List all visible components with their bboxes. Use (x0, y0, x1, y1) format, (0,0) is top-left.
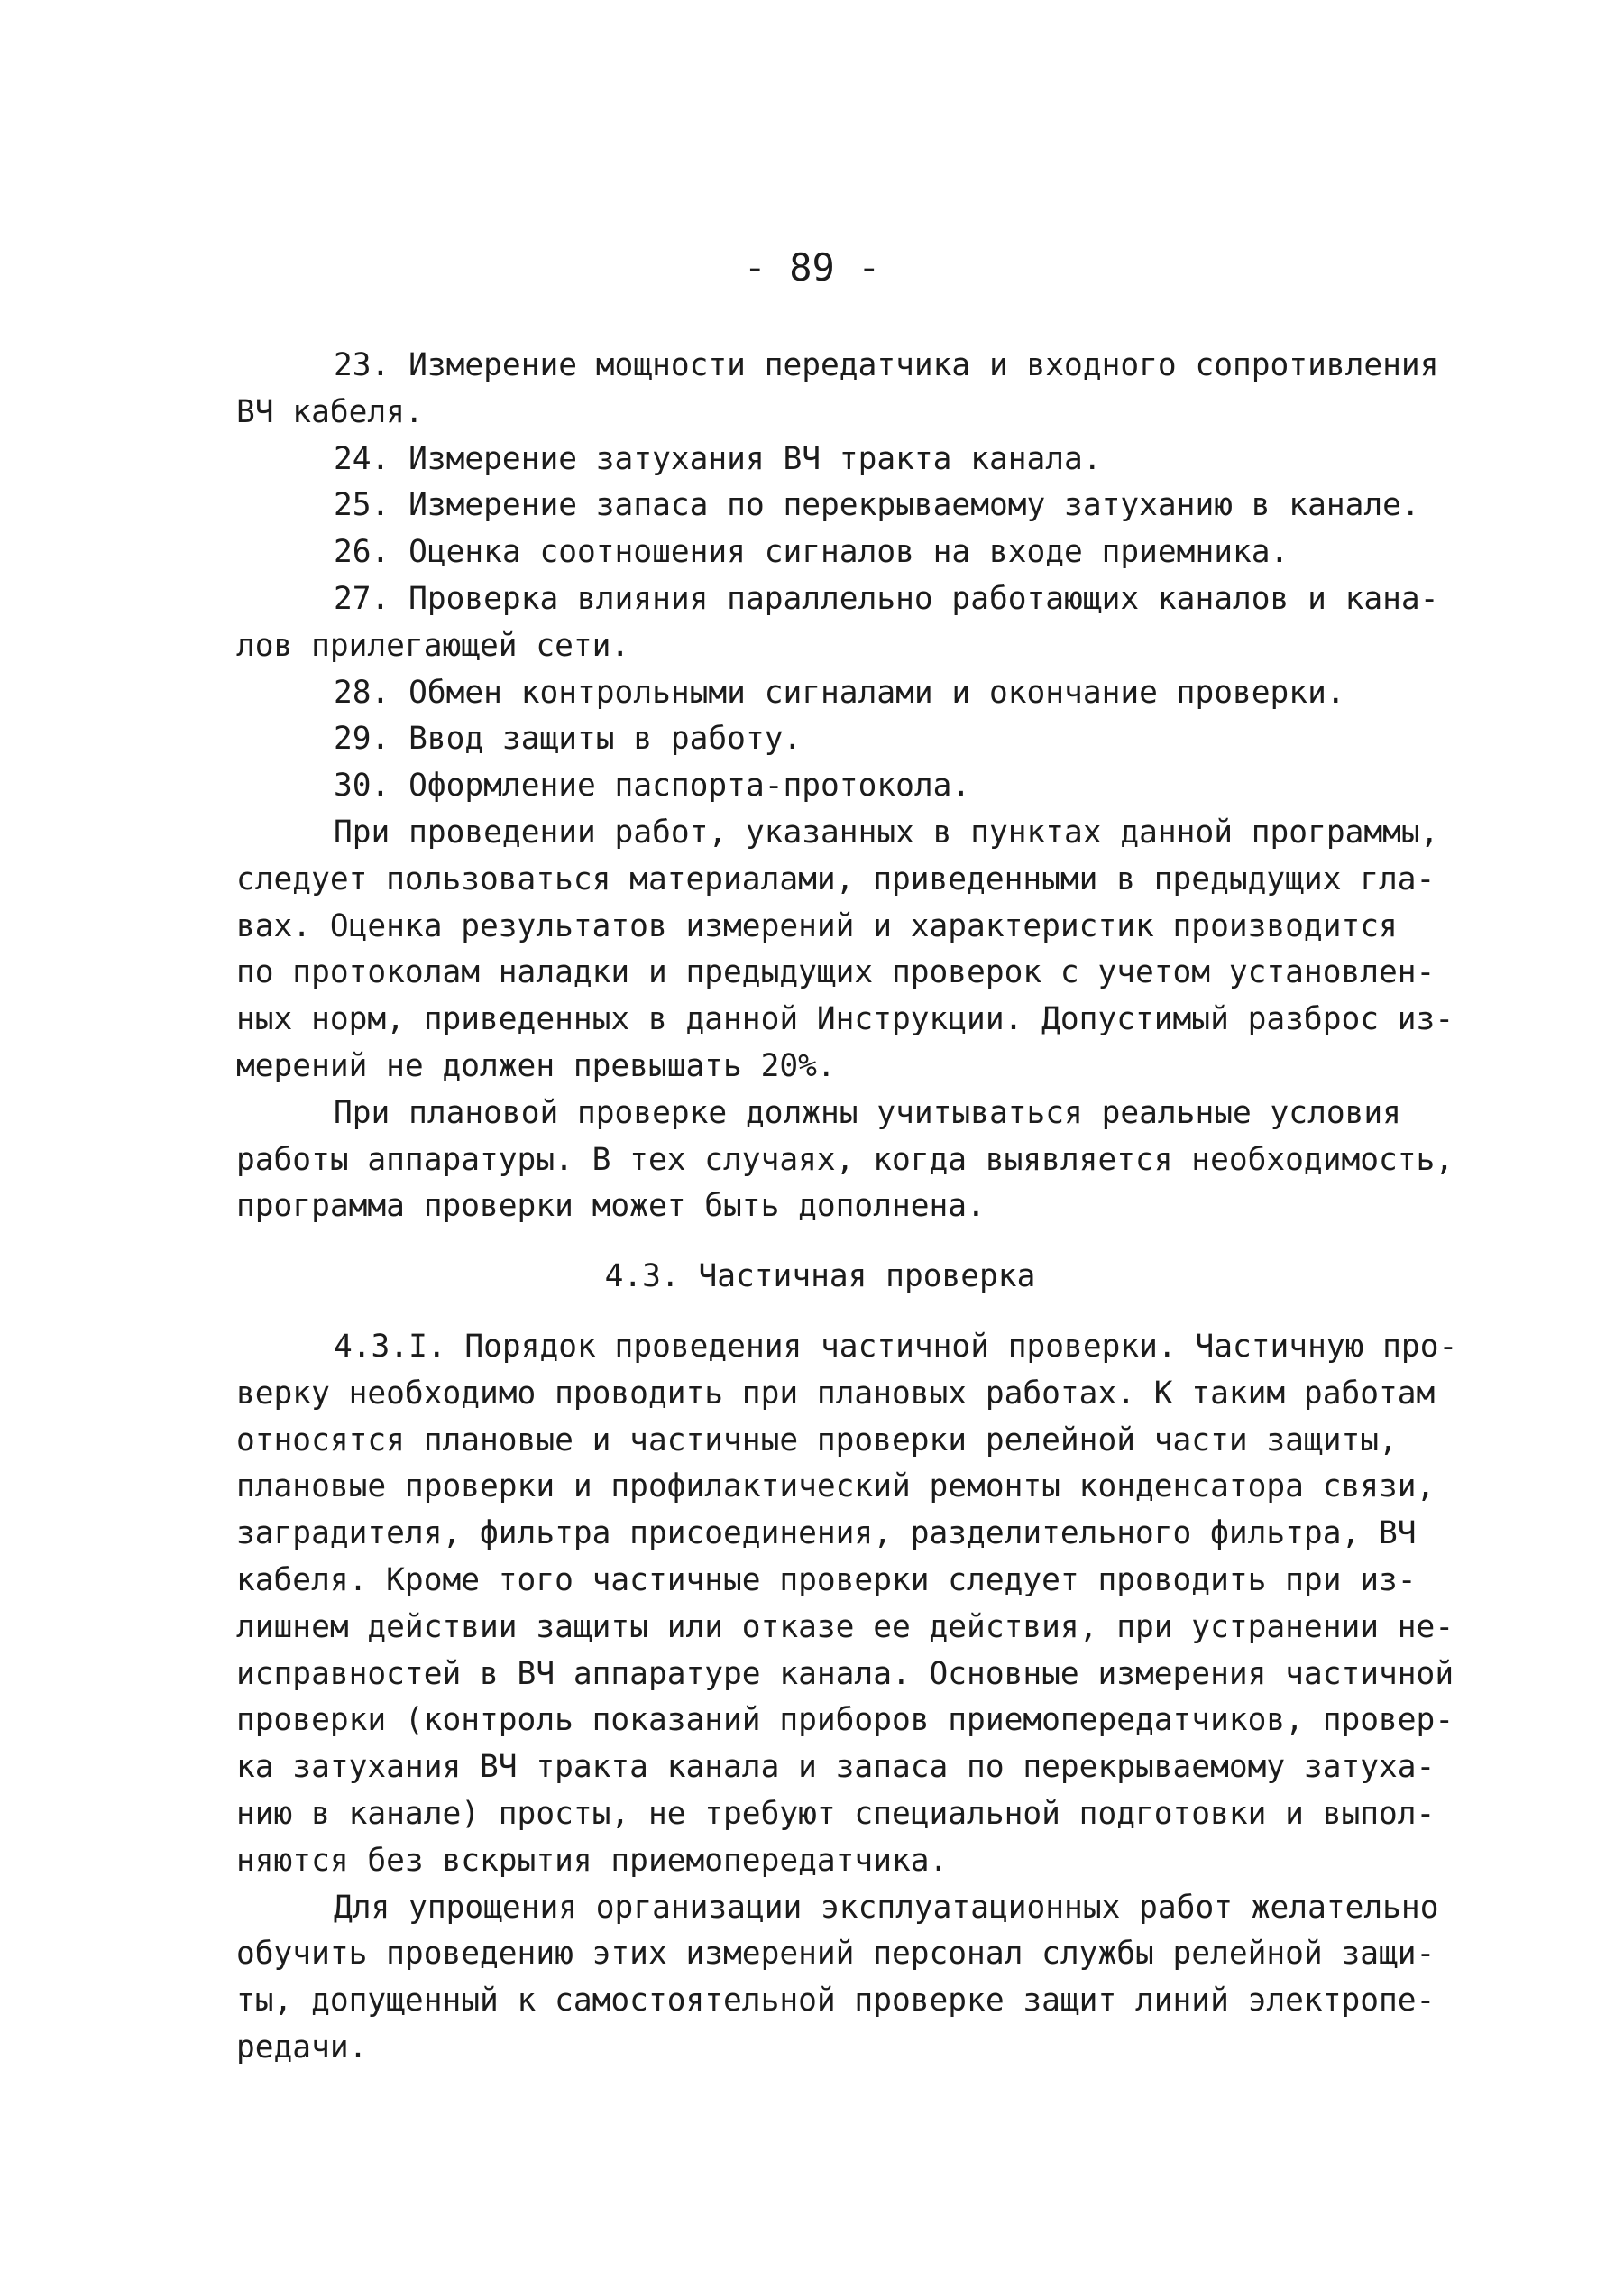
text-line: 27. Проверка влияния параллельно работающих каналов и кана- (334, 580, 1439, 617)
text-line: вах. Оценка результатов измерений и характеристик производится (236, 907, 1398, 944)
text-line: мерений не должен превышать 20%. (236, 1047, 836, 1084)
text-line: по протоколам наладки и предыдущих проверок с учетом установлен- (236, 954, 1436, 991)
text-line: плановые проверки и профилактический ремонты конденсатора связи, (236, 1468, 1436, 1505)
text-line: заградителя, фильтра присоединения, разделительного фильтра, ВЧ (236, 1515, 1417, 1552)
spacer (236, 1230, 1431, 1254)
text-block-partial-check (236, 1324, 1458, 2072)
text-line: няются без вскрытия приемопередатчика. (236, 1842, 949, 1879)
text-line: При плановой проверке должны учитываться реальные условия (334, 1094, 1401, 1131)
text-line: верку необходимо проводить при плановых работах. К таким работам (236, 1375, 1436, 1412)
text-line: кабеля. Кроме того частичные проверки следует проводить при из- (236, 1561, 1417, 1598)
spacer (236, 1301, 1431, 1324)
text-line: 25. Измерение запаса по перекрываемому затуханию в канале. (334, 487, 1420, 524)
text-line: 23. Измерение мощности передатчика и входного сопротивления (334, 347, 1439, 383)
text-line: лов прилегающей сети. (236, 627, 630, 664)
page-body (236, 343, 1458, 2072)
text-line: 26. Оценка соотношения сигналов на входе приемника. (334, 534, 1289, 571)
text-line: программа проверки может быть дополнена. (236, 1188, 986, 1225)
text-line: 24. Измерение затухания ВЧ тракта канала. (334, 440, 1102, 477)
text-line: исправностей в ВЧ аппаратуре канала. Основные измерения частичной (236, 1655, 1454, 1692)
text-line: лишнем действии защиты или отказе ее действия, при устранении не- (236, 1608, 1454, 1645)
text-line: Для упрощения организации эксплуатационных работ желательно (334, 1889, 1439, 1926)
text-line: 4.3.I. Порядок проведения частичной проверки. Частичную про- (334, 1328, 1458, 1365)
text-line: ты, допущенный к самостоятельной проверке защит линий электропе- (236, 1983, 1436, 2020)
section-heading: 4.3. Частичная проверка (604, 1258, 1036, 1295)
text-line: работы аппаратуры. В тех случаях, когда выявляется необходимость, (236, 1141, 1454, 1178)
text-line: относятся плановые и частичные проверки релейной части защиты, (236, 1422, 1398, 1458)
text-line: При проведении работ, указанных в пунктах данной программы, (334, 814, 1439, 851)
text-line: ных норм, приведенных в данной Инструкции. Допустимый разброс из- (236, 1001, 1454, 1038)
text-line: редачи. (236, 2029, 368, 2066)
text-line: проверки (контроль показаний приборов приемопередатчиков, провер- (236, 1702, 1454, 1739)
text-line: 30. Оформление паспорта-протокола. (334, 768, 971, 805)
text-line: ВЧ кабеля. (236, 393, 424, 430)
text-block-program-items (236, 343, 1454, 1230)
text-line: 29. Ввод защиты в работу. (334, 721, 803, 758)
page-number: - 89 - (743, 245, 881, 290)
text-line: нию в канале) просты, не требуют специальной подготовки и выпол- (236, 1795, 1436, 1832)
text-line: 28. Обмен контрольными сигналами и окончание проверки. (334, 674, 1345, 711)
text-line: ка затухания ВЧ тракта канала и запаса по перекрываемому затуха- (236, 1749, 1436, 1786)
text-line: обучить проведению этих измерений персонал службы релейной защи- (236, 1936, 1436, 1973)
text-line: следует пользоваться материалами, приведенными в предыдущих гла- (236, 860, 1436, 897)
